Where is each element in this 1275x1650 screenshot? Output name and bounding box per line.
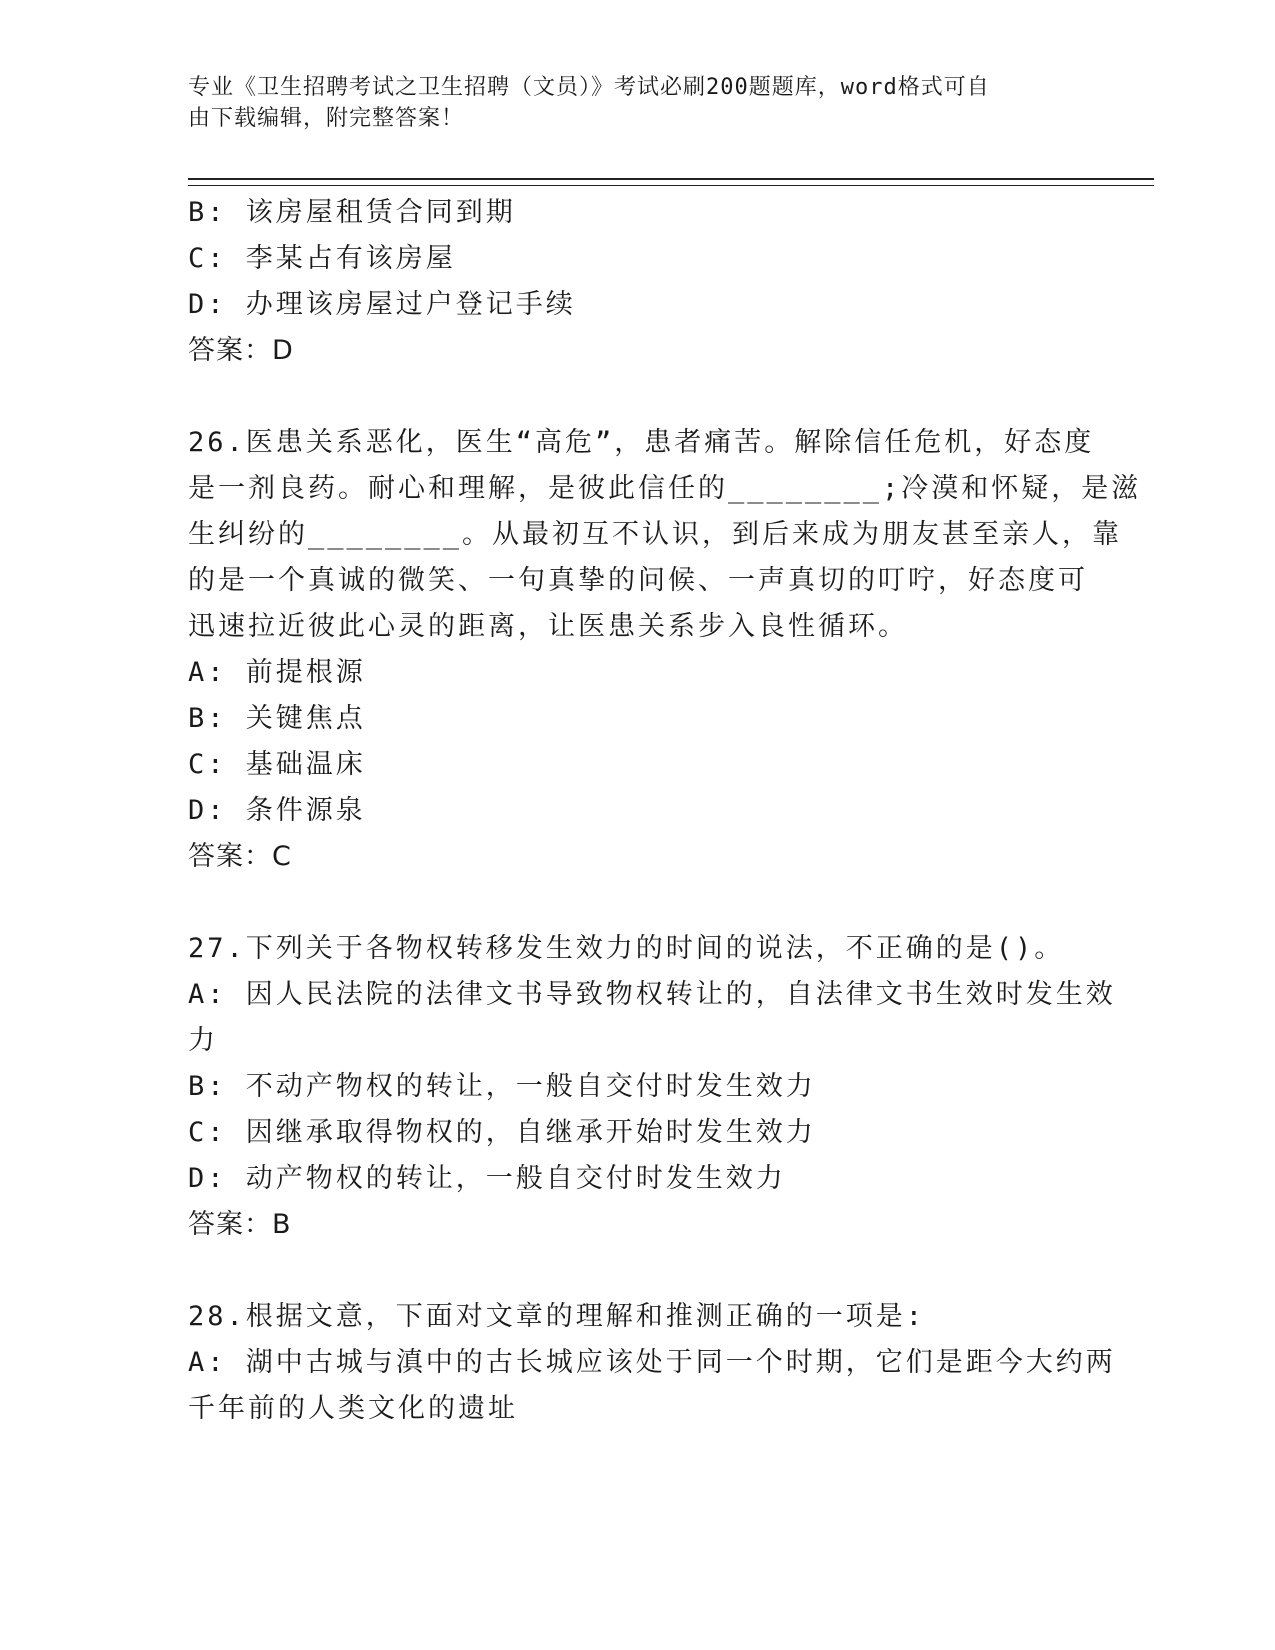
answer-label: 答案：B xyxy=(188,1209,292,1240)
option-b: B: 关键焦点 xyxy=(188,703,366,734)
option-c: C: 基础温床 xyxy=(188,749,366,780)
option-c: C: 因继承取得物权的，自继承开始时发生效力 xyxy=(188,1117,816,1148)
question-stem-line: 是一剂良药。耐心和理解，是彼此信任的________;冷漠和怀疑，是滋 xyxy=(188,473,1142,504)
question-stem: 28.根据文意，下面对文章的理解和推测正确的一项是: xyxy=(188,1301,926,1332)
option-b: B: 不动产物权的转让，一般自交付时发生效力 xyxy=(188,1071,816,1102)
option-a-continued: 力 xyxy=(188,1025,218,1056)
option-b: B: 该房屋租赁合同到期 xyxy=(188,197,516,228)
question-stem-line: 26.医患关系恶化，医生“高危”，患者痛苦。解除信任危机，好态度 xyxy=(188,427,1095,458)
question-stem-line: 的是一个真诚的微笑、一句真挚的问候、一声真切的叮咛，好态度可 xyxy=(188,565,1088,596)
option-a: A: 湖中古城与滇中的古长城应该处于同一个时期，它们是距今大约两 xyxy=(188,1347,1116,1378)
option-d: D: 条件源泉 xyxy=(188,795,366,826)
option-a: A: 因人民法院的法律文书导致物权转让的，自法律文书生效时发生效 xyxy=(188,979,1116,1010)
question-stem: 27.下列关于各物权转移发生效力的时间的说法，不正确的是()。 xyxy=(188,933,1065,964)
option-a-continued: 千年前的人类文化的遗址 xyxy=(188,1393,518,1424)
header-divider xyxy=(188,178,1154,186)
question-stem-line: 生纠纷的________。从最初互不认识，到后来成为朋友甚至亲人，靠 xyxy=(188,519,1123,550)
question-26 xyxy=(188,420,1142,880)
question-25-continued xyxy=(188,190,1088,374)
header-title-line-2: 由下载编辑，附完整答案！ xyxy=(188,106,465,131)
question-list xyxy=(188,190,1142,1432)
option-d: D: 办理该房屋过户登记手续 xyxy=(188,289,576,320)
option-c: C: 李某占有该房屋 xyxy=(188,243,456,274)
answer-label: 答案：C xyxy=(188,841,292,872)
header-title-line-1: 专业《卫生招聘考试之卫生招聘（文员）》考试必刷200题题库，word格式可自 xyxy=(188,75,990,100)
option-d: D: 动产物权的转让，一般自交付时发生效力 xyxy=(188,1163,786,1194)
option-a: A: 前提根源 xyxy=(188,657,366,688)
answer-label: 答案：D xyxy=(188,335,294,366)
question-27 xyxy=(188,926,1116,1248)
question-stem-line: 迅速拉近彼此心灵的距离，让医患关系步入良性循环。 xyxy=(188,611,908,642)
question-28 xyxy=(188,1294,1116,1432)
page-header xyxy=(188,72,1068,134)
